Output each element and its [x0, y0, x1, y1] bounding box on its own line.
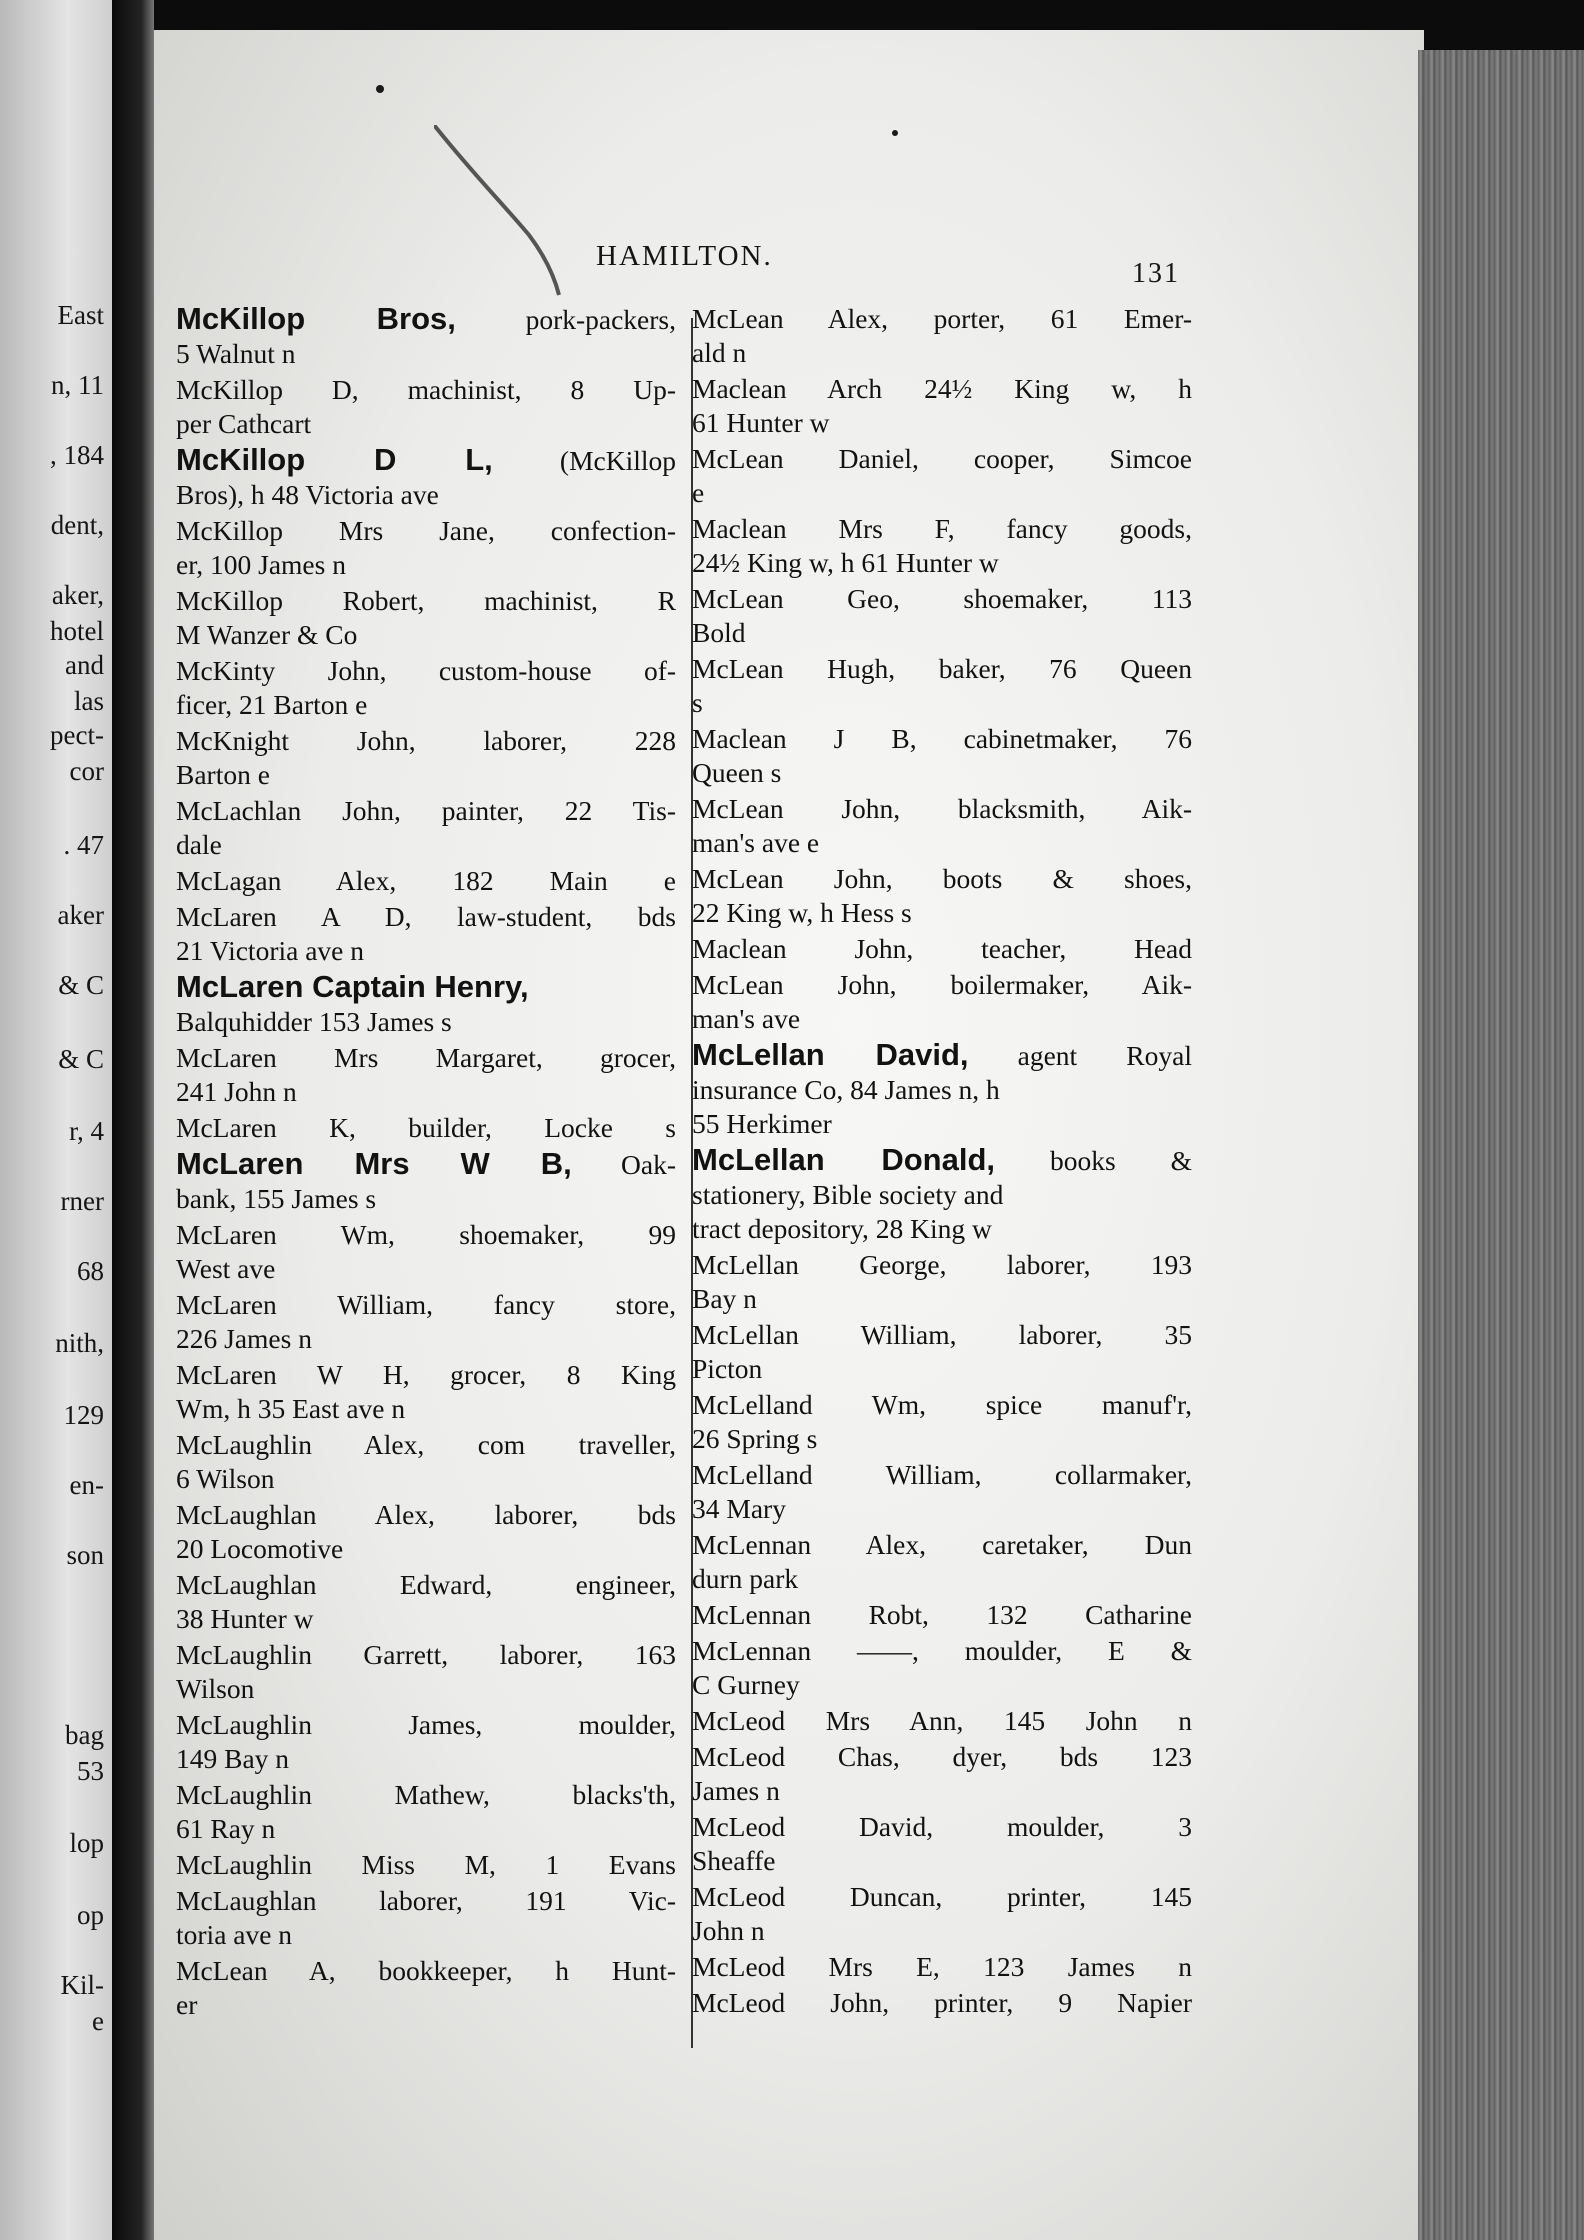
directory-entry: [176, 724, 676, 792]
entry-continuation: 61 Hunter w: [692, 407, 830, 438]
entry-continuation: 22 King w, h Hess s: [692, 897, 912, 928]
entry-detail: blacks'th,: [572, 1779, 676, 1810]
page-number: 131: [1132, 258, 1180, 289]
entry-detail: laborer, 191 Vic-: [379, 1885, 676, 1916]
entry-name: McLean Geo,: [692, 583, 900, 614]
entry-name: McLaughlin Miss M,: [176, 1849, 496, 1880]
facing-page-fragment: 53: [77, 1756, 104, 1786]
entry-name: McLean John,: [692, 863, 893, 894]
entry-continuation: Wm, h 35 East ave n: [176, 1393, 406, 1424]
entry-name: McLaren W H,: [176, 1359, 410, 1390]
entry-continuation: durn park: [692, 1563, 799, 1594]
running-head: HAMILTON.: [596, 240, 773, 272]
directory-entry: [176, 584, 676, 652]
entry-detail: shoemaker, 99: [459, 1219, 677, 1250]
ink-speck: [376, 85, 384, 93]
directory-entry: [176, 1638, 676, 1706]
entry-first-line: [176, 1638, 676, 1672]
entry-first-line: [176, 794, 676, 828]
entry-continuation: tract depository, 28 King w: [692, 1213, 992, 1244]
entry-detail: moulder, E &: [964, 1635, 1193, 1666]
entry-first-line: [692, 968, 1192, 1002]
entry-name: McLeod John,: [692, 1987, 890, 2018]
entry-first-line: [176, 1146, 676, 1182]
entry-first-line: [692, 862, 1193, 896]
entry-detail: builder, Locke s: [408, 1112, 676, 1143]
facing-page-fragment: cor: [69, 756, 104, 786]
facing-page-fragment: aker: [57, 900, 104, 930]
entry-continuation: insurance Co, 84 James n, h: [692, 1074, 1000, 1105]
entry-continuation: 21 Victoria ave n: [176, 935, 364, 966]
entry-continuation: er: [176, 1989, 198, 2020]
entry-detail: caretaker, Dun: [982, 1529, 1192, 1560]
directory-entry: [692, 932, 1192, 966]
entry-first-line: [692, 582, 1193, 616]
facing-page-fragment: hotel: [50, 616, 104, 646]
entry-first-line: [692, 1950, 1192, 1984]
entry-detail: laborer, 193: [1006, 1249, 1192, 1280]
entry-name: McKnight John,: [176, 725, 416, 756]
directory-entry: [176, 1954, 676, 2022]
entry-name: McLellan William,: [692, 1319, 957, 1350]
directory-entry: [692, 582, 1192, 650]
right-column: [692, 302, 1192, 2022]
facing-page-fragment: East: [57, 300, 104, 330]
entry-continuation: 226 James n: [176, 1323, 312, 1354]
entry-first-line: [176, 584, 676, 618]
entry-continuation: Balquhidder 153 James s: [176, 1006, 452, 1037]
entry-detail: 1 Evans: [545, 1849, 677, 1880]
entry-continuation: s: [692, 687, 703, 718]
entry-first-line: [692, 1986, 1192, 2020]
directory-entry: [692, 1740, 1192, 1808]
directory-entry: [692, 1528, 1192, 1596]
directory-entry: [176, 794, 676, 862]
entry-name: McLeod Duncan,: [692, 1881, 943, 1912]
facing-page-fragment: pect-: [50, 720, 104, 750]
entry-first-line: [692, 652, 1192, 686]
entry-first-line: [692, 1810, 1192, 1844]
entry-name: McLaren William,: [176, 1289, 433, 1320]
page-edges: [1418, 50, 1584, 2240]
entry-first-line: [692, 1318, 1192, 1352]
entry-name: Maclean John,: [692, 933, 914, 964]
entry-name: McLellan David,: [692, 1037, 969, 1072]
entry-detail: laborer, 35: [1018, 1319, 1192, 1350]
entry-detail: 182 Main e: [452, 865, 676, 896]
directory-entry: [176, 1848, 676, 1882]
book-gutter: [112, 0, 154, 2240]
directory-entry: [692, 1634, 1192, 1702]
directory-entry: [176, 1041, 676, 1109]
directory-entry: [176, 1708, 676, 1776]
entry-detail: boots & shoes,: [942, 863, 1193, 894]
entry-detail: dyer, bds 123: [952, 1741, 1193, 1772]
entry-detail: (McKillop: [559, 445, 677, 476]
entry-detail: boilermaker, Aik-: [950, 969, 1192, 1000]
entry-detail: moulder,: [578, 1709, 676, 1740]
entry-continuation: stationery, Bible society and: [692, 1179, 1004, 1210]
entry-name: McLaren K,: [176, 1112, 356, 1143]
entry-continuation: ald n: [692, 337, 747, 368]
entry-continuation: 5 Walnut n: [176, 338, 296, 369]
facing-page-fragment: 68: [77, 1256, 104, 1286]
entry-detail: 145 John n: [1003, 1705, 1192, 1736]
entry-continuation: Queen s: [692, 757, 782, 788]
entry-first-line: [692, 722, 1192, 756]
entry-name: McLellan George,: [692, 1249, 947, 1280]
entry-first-line: [176, 1568, 677, 1602]
entry-continuation: 241 John n: [176, 1076, 297, 1107]
entry-name: McLagan Alex,: [176, 865, 397, 896]
entry-name: McLaren Captain Henry,: [176, 969, 529, 1004]
entry-first-line: [176, 442, 677, 478]
entry-detail: confection-: [550, 515, 676, 546]
entry-first-line: [692, 1704, 1192, 1738]
entry-name: McLachlan John,: [176, 795, 401, 826]
entry-name: Maclean Mrs F,: [692, 513, 955, 544]
entry-first-line: [692, 512, 1192, 546]
directory-entry: [692, 1143, 1192, 1246]
entry-continuation: James n: [692, 1775, 780, 1806]
entry-name: McLaughlin Mathew,: [176, 1779, 490, 1810]
directory-entry: [692, 968, 1192, 1036]
entry-first-line: [176, 1708, 676, 1742]
facing-page-fragment: aker,: [51, 580, 104, 610]
entry-continuation: M Wanzer & Co: [176, 619, 358, 650]
facing-page-fragment: Kil-: [60, 1970, 104, 2000]
directory-entry: [692, 722, 1192, 790]
directory-entry: [692, 652, 1192, 720]
facing-page-fragment: e: [92, 2006, 104, 2036]
entry-first-line: [692, 1037, 1192, 1073]
entry-detail: spice manuf'r,: [985, 1389, 1192, 1420]
entry-first-line: [176, 1428, 676, 1462]
directory-entry: [176, 1568, 676, 1636]
directory-entry: [176, 373, 676, 441]
entry-first-line: [176, 1288, 677, 1322]
entry-first-line: [176, 373, 676, 407]
entry-first-line: [692, 792, 1192, 826]
entry-first-line: [692, 1880, 1192, 1914]
directory-entry: [176, 514, 676, 582]
entry-first-line: [692, 1248, 1192, 1282]
entry-name: McLennan Alex,: [692, 1529, 926, 1560]
entry-continuation: 6 Wilson: [176, 1463, 275, 1494]
entry-first-line: [176, 654, 677, 688]
entry-name: McLean John,: [692, 793, 901, 824]
facing-page-fragment: dent,: [50, 510, 104, 540]
directory-entry: [176, 1358, 676, 1426]
entry-continuation: Bay n: [692, 1283, 757, 1314]
entry-name: McLean Daniel,: [692, 443, 919, 474]
entry-name: McKinty John,: [176, 655, 387, 686]
directory-entry: [692, 442, 1192, 510]
entry-continuation: e: [692, 477, 705, 508]
directory-entry: [176, 654, 676, 722]
entry-first-line: [176, 1041, 676, 1075]
directory-entry: [692, 1388, 1192, 1456]
facing-page-fragment: nith,: [55, 1328, 104, 1358]
entry-first-line: [176, 1848, 677, 1882]
facing-page-fragment: & C: [58, 970, 104, 1000]
entry-name: McLaughlin James,: [176, 1709, 483, 1740]
facing-page-fragment: and: [65, 650, 104, 680]
entry-continuation: Picton: [692, 1353, 763, 1384]
entry-name: McLeod Mrs E,: [692, 1951, 940, 1982]
entry-detail: painter, 22 Tis-: [441, 795, 676, 826]
directory-entry: [692, 1598, 1192, 1632]
entry-name: McLaren Mrs Margaret,: [176, 1042, 543, 1073]
entry-first-line: [176, 1218, 677, 1252]
entry-name: McLennan ——,: [692, 1635, 919, 1666]
entry-detail: teacher, Head: [981, 933, 1193, 964]
entry-name: McLeod Mrs Ann,: [692, 1705, 964, 1736]
entry-detail: machinist, R: [484, 585, 676, 616]
entry-detail: baker, 76 Queen: [938, 653, 1192, 684]
entry-name: McKillop D,: [176, 374, 359, 405]
entry-detail: Oak-: [621, 1149, 676, 1180]
facing-page-fragment: son: [66, 1540, 104, 1570]
entry-detail: printer, 9 Napier: [934, 1987, 1192, 2018]
entry-continuation: 26 Spring s: [692, 1423, 818, 1454]
entry-name: Maclean Arch: [692, 373, 883, 404]
directory-entry: [692, 372, 1192, 440]
entry-first-line: [692, 1388, 1192, 1422]
entry-name: McKillop D L,: [176, 442, 493, 477]
entry-first-line: [692, 1458, 1192, 1492]
directory-entry: [692, 1704, 1192, 1738]
directory-entry: [176, 1111, 676, 1145]
facing-page-fragment: bag: [65, 1720, 104, 1750]
entry-continuation: Bold: [692, 617, 746, 648]
facing-page-fragment: , 184: [50, 440, 104, 470]
entry-first-line: [176, 1498, 676, 1532]
entry-continuation: C Gurney: [692, 1669, 800, 1700]
entry-continuation: 24½ King w, h 61 Hunter w: [692, 547, 999, 578]
directory-entry: [176, 900, 676, 968]
directory-entry: [176, 302, 676, 371]
entry-detail: pork-packers,: [525, 304, 676, 335]
directory-entry: [692, 1458, 1192, 1526]
entry-first-line: [176, 1778, 676, 1812]
directory-entry: [692, 1950, 1192, 1984]
directory-entry: [692, 1318, 1192, 1386]
directory-entry: [176, 970, 676, 1039]
directory-entry: [692, 792, 1192, 860]
directory-entry: [176, 864, 676, 898]
entry-first-line: [692, 1634, 1193, 1668]
entry-detail: books &: [1049, 1145, 1192, 1176]
entry-detail: engineer,: [575, 1569, 677, 1600]
entry-detail: com traveller,: [477, 1429, 676, 1460]
facing-page-fragment: lop: [69, 1828, 104, 1858]
directory-entry: [692, 512, 1192, 580]
facing-page-fragment: 129: [63, 1400, 104, 1430]
entry-first-line: [692, 1528, 1192, 1562]
entry-name: McLellan Donald,: [692, 1142, 995, 1177]
entry-first-line: [176, 1954, 676, 1988]
entry-first-line: [176, 301, 676, 337]
entry-detail: porter, 61 Emer-: [933, 303, 1192, 334]
entry-first-line: [176, 969, 676, 1005]
entry-first-line: [692, 1598, 1192, 1632]
entry-name: McLean A,: [176, 1955, 336, 1986]
entry-name: McLaren Mrs W B,: [176, 1146, 572, 1181]
left-column: [176, 302, 676, 2024]
entry-first-line: [692, 302, 1192, 336]
entry-continuation: 149 Bay n: [176, 1743, 290, 1774]
facing-page-fragment: op: [77, 1900, 104, 1930]
entry-name: McLean Alex,: [692, 303, 889, 334]
facing-page-fragment: n, 11: [51, 370, 104, 400]
entry-continuation: John n: [692, 1915, 765, 1946]
entry-detail: cabinetmaker, 76: [963, 723, 1192, 754]
directory-entry: [176, 1218, 676, 1286]
entry-detail: 132 Catharine: [986, 1599, 1192, 1630]
entry-continuation: 55 Herkimer: [692, 1108, 832, 1139]
entry-first-line: [176, 514, 676, 548]
entry-continuation: bank, 155 James s: [176, 1183, 377, 1214]
entry-continuation: 61 Ray n: [176, 1813, 276, 1844]
entry-name: McLaughlan: [176, 1885, 317, 1916]
entry-name: McKillop Bros,: [176, 301, 456, 336]
entry-name: McLaughlan Edward,: [176, 1569, 493, 1600]
entry-detail: law-student, bds: [457, 901, 676, 932]
entry-first-line: [692, 932, 1193, 966]
entry-first-line: [176, 1111, 676, 1145]
entry-detail: custom-house of-: [438, 655, 677, 686]
entry-detail: grocer, 8 King: [450, 1359, 676, 1390]
entry-first-line: [692, 442, 1193, 476]
directory-entry: [692, 1038, 1192, 1141]
entry-name: McLaren Wm,: [176, 1219, 395, 1250]
entry-continuation: Sheaffe: [692, 1845, 776, 1876]
entry-continuation: per Cathcart: [176, 408, 312, 439]
entry-name: McLennan Robt,: [692, 1599, 929, 1630]
directory-entry: [692, 1880, 1192, 1948]
entry-continuation: ficer, 21 Barton e: [176, 689, 368, 720]
entry-continuation: Barton e: [176, 759, 270, 790]
entry-continuation: 20 Locomotive: [176, 1533, 344, 1564]
entry-first-line: [692, 372, 1193, 406]
entry-name: McKillop Mrs Jane,: [176, 515, 495, 546]
entry-first-line: [692, 1740, 1193, 1774]
entry-detail: agent Royal: [1017, 1040, 1192, 1071]
entry-first-line: [692, 1142, 1192, 1178]
facing-page-fragment: & C: [58, 1044, 104, 1074]
entry-name: McLaughlin Garrett,: [176, 1639, 449, 1670]
directory-entry: [176, 1778, 676, 1846]
entry-detail: shoemaker, 113: [963, 583, 1193, 614]
entry-name: McLelland William,: [692, 1459, 982, 1490]
entry-continuation: dale: [176, 829, 222, 860]
entry-first-line: [176, 724, 677, 758]
entry-first-line: [176, 1358, 676, 1392]
entry-continuation: Wilson: [176, 1673, 255, 1704]
directory-entry: [176, 1147, 676, 1216]
directory-entry: [176, 1884, 676, 1952]
entry-name: McLean John,: [692, 969, 897, 1000]
facing-page-fragment: . 47: [63, 830, 104, 860]
entry-continuation: toria ave n: [176, 1919, 293, 1950]
entry-continuation: man's ave: [692, 1003, 801, 1034]
entry-detail: laborer, 163: [499, 1639, 676, 1670]
entry-name: McLean Hugh,: [692, 653, 896, 684]
entry-detail: moulder, 3: [1006, 1811, 1192, 1842]
entry-continuation: West ave: [176, 1253, 276, 1284]
facing-page-edge: [0, 0, 112, 2240]
entry-detail: collarmaker,: [1054, 1459, 1192, 1490]
entry-continuation: Bros), h 48 Victoria ave: [176, 479, 439, 510]
entry-detail: printer, 145: [1006, 1881, 1192, 1912]
entry-detail: laborer, 228: [483, 725, 677, 756]
directory-entry: [692, 862, 1192, 930]
facing-page-fragment: rner: [60, 1186, 104, 1216]
directory-entry: [176, 1498, 676, 1566]
facing-page-fragment: r, 4: [69, 1116, 104, 1146]
entry-detail: fancy goods,: [1006, 513, 1192, 544]
entry-detail: bookkeeper, h Hunt-: [378, 1955, 676, 1986]
entry-first-line: [176, 900, 676, 934]
entry-continuation: 38 Hunter w: [176, 1603, 314, 1634]
directory-entry: [176, 443, 676, 512]
entry-continuation: 34 Mary: [692, 1493, 786, 1524]
directory-entry: [176, 1288, 676, 1356]
entry-detail: laborer, bds: [494, 1499, 676, 1530]
directory-entry: [692, 1810, 1192, 1878]
directory-entry: [176, 1428, 676, 1496]
entry-name: McLelland Wm,: [692, 1389, 927, 1420]
entry-first-line: [176, 864, 676, 898]
entry-name: McLeod Chas,: [692, 1741, 900, 1772]
entry-name: Maclean J B,: [692, 723, 917, 754]
directory-entry: [692, 302, 1192, 370]
entry-first-line: [176, 1884, 676, 1918]
entry-continuation: man's ave e: [692, 827, 820, 858]
entry-detail: fancy store,: [493, 1289, 677, 1320]
entry-detail: grocer,: [599, 1042, 676, 1073]
entry-name: McKillop Robert,: [176, 585, 425, 616]
entry-continuation: er, 100 James n: [176, 549, 346, 580]
entry-name: McLaughlin Alex,: [176, 1429, 425, 1460]
entry-detail: machinist, 8 Up-: [407, 374, 676, 405]
entry-detail: 24½ King w, h: [924, 373, 1193, 404]
entry-detail: 123 James n: [983, 1951, 1192, 1982]
facing-page-fragment: las: [74, 686, 104, 716]
directory-entry: [692, 1248, 1192, 1316]
directory-entry: [692, 1986, 1192, 2020]
entry-detail: cooper, Simcoe: [973, 443, 1193, 474]
facing-page-fragment: en-: [69, 1470, 104, 1500]
entry-detail: blacksmith, Aik-: [957, 793, 1192, 824]
entry-name: McLaughlan Alex,: [176, 1499, 435, 1530]
ink-speck: [892, 130, 898, 136]
entry-name: McLaren A D,: [176, 901, 412, 932]
entry-name: McLeod David,: [692, 1811, 934, 1842]
